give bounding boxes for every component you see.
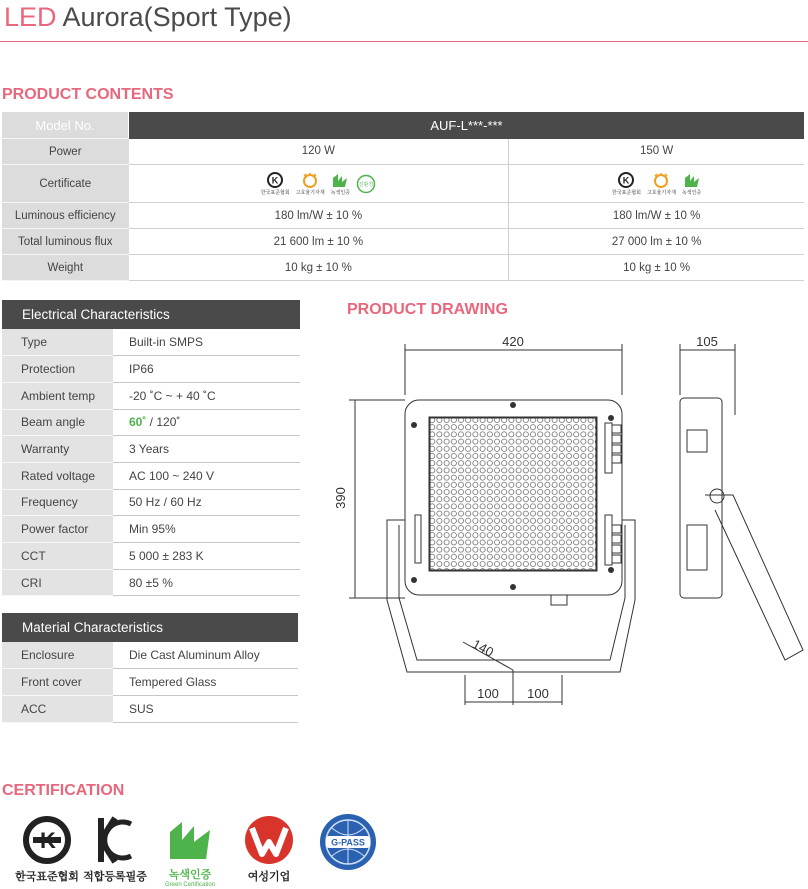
electrical-section — [2, 300, 300, 596]
table-header-row — [2, 112, 804, 139]
ks-mark-icon — [21, 814, 73, 866]
electrical-heading: Electrical Characteristics — [2, 300, 300, 329]
model-no-label: Model No. — [2, 112, 129, 139]
cert-item: 여성기업 — [232, 814, 306, 884]
table-row — [2, 203, 804, 229]
table-row: Protection IP66 — [2, 356, 300, 383]
table-row: Beam angle 60˚ / 120˚ — [2, 409, 300, 436]
ks-mark-icon: K 한국표준협회 — [612, 172, 641, 196]
cell-150w: 27 000 lm ± 10 % — [509, 229, 804, 255]
beam-angle-secondary: / 120˚ — [146, 415, 181, 430]
cert-item: K 한국표준협회 — [8, 814, 86, 884]
green-cert-icon — [162, 812, 218, 864]
table-row: Frequency 50 Hz / 60 Hz — [2, 489, 300, 516]
women-business-icon — [242, 814, 296, 866]
dim-left: 100 — [477, 686, 499, 701]
title-brand: LED — [4, 2, 57, 32]
cert-item: 녹색인증 Green Certification — [150, 812, 230, 888]
cell-cert-150w — [509, 165, 804, 203]
table-row: Warranty 3 Years — [2, 436, 300, 463]
high-efficiency-icon: 고효율기자재 — [296, 172, 325, 196]
material-table — [2, 642, 298, 723]
table-row: Ambient temp -20 ˚C ~ + 40 ˚C — [2, 382, 300, 409]
table-row — [2, 255, 804, 281]
certification-logos — [0, 810, 400, 889]
table-row — [2, 229, 804, 255]
cell-120w: 180 lm/W ± 10 % — [129, 203, 509, 229]
cell-120w: 10 kg ± 10 % — [129, 255, 509, 281]
row-label: Total luminous flux — [2, 229, 129, 255]
table-row: Rated voltage AC 100 ~ 240 V — [2, 462, 300, 489]
svg-text:K: K — [271, 175, 279, 185]
dim-depth: 105 — [696, 334, 718, 349]
svg-text:G-PASS: G-PASS — [331, 837, 365, 848]
cell-120w: 21 600 lm ± 10 % — [129, 229, 509, 255]
material-section — [2, 613, 298, 723]
svg-text:K: K — [623, 175, 630, 185]
ks-mark-icon: K 한국표준협회 — [261, 172, 290, 196]
table-row: CCT 5 000 ± 283 K — [2, 543, 300, 570]
electrical-table — [2, 329, 300, 596]
cell-150w: 180 lm/W ± 10 % — [509, 203, 804, 229]
material-heading: Material Characteristics — [2, 613, 298, 642]
page-title — [4, 0, 292, 34]
svg-text:K: K — [40, 828, 56, 853]
dim-height: 390 — [333, 487, 348, 509]
table-row: ACC SUS — [2, 695, 298, 722]
product-contents-table — [2, 112, 804, 281]
row-label: Power — [2, 139, 129, 165]
table-row: CRI 80 ±5 % — [2, 569, 300, 596]
table-row — [2, 139, 804, 165]
row-label: Luminous efficiency — [2, 203, 129, 229]
cert-item: 적합등록필증 — [76, 814, 154, 884]
cert-item — [312, 812, 384, 872]
cell-150w: 150 W — [509, 139, 804, 165]
certification-heading: CERTIFICATION — [2, 782, 125, 799]
title-divider — [0, 41, 808, 42]
row-label: Certificate — [2, 165, 129, 203]
model-no-value: AUF-L***-*** — [129, 112, 805, 139]
table-row: Enclosure Die Cast Aluminum Alloy — [2, 642, 298, 669]
svg-text:친환경: 친환경 — [358, 181, 374, 188]
green-cert-icon: 녹색인증 — [682, 172, 701, 196]
eco-label-icon — [356, 174, 376, 194]
table-row: Front cover Tempered Glass — [2, 669, 298, 696]
cell-150w: 10 kg ± 10 % — [509, 255, 804, 281]
cell-120w: 120 W — [129, 139, 509, 165]
green-cert-icon: 녹색인증 — [331, 172, 350, 196]
table-row: Type Built-in SMPS — [2, 329, 300, 356]
dim-right: 100 — [527, 686, 549, 701]
product-drawing — [335, 330, 805, 710]
cell-cert-120w — [129, 165, 509, 203]
table-row — [2, 165, 804, 203]
dim-bracket: 140 — [470, 636, 497, 660]
beam-angle-primary: 60˚ — [129, 415, 147, 430]
g-pass-icon — [316, 812, 380, 872]
row-label: Weight — [2, 255, 129, 281]
product-drawing-heading: PRODUCT DRAWING — [347, 301, 508, 318]
dim-width: 420 — [502, 334, 524, 349]
product-contents-heading: PRODUCT CONTENTS — [2, 86, 174, 103]
high-efficiency-icon: 고효율기자재 — [647, 172, 676, 196]
table-row: Power factor Min 95% — [2, 516, 300, 543]
kc-mark-icon — [95, 814, 135, 866]
title-model: Aurora(Sport Type) — [62, 2, 292, 32]
